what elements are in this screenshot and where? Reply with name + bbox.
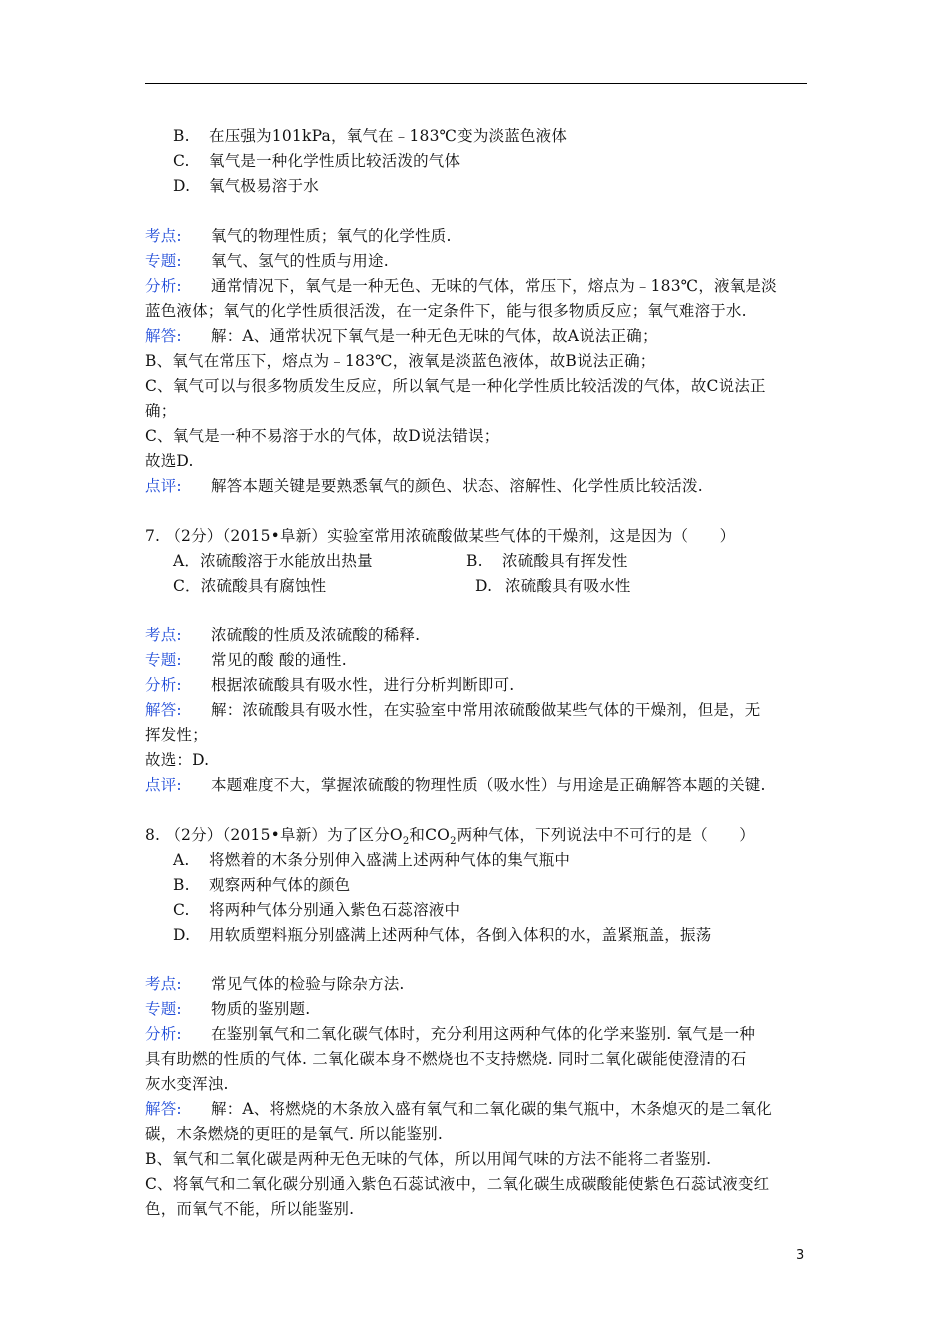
q7-option-b [466,551,628,571]
option-key: B. [173,876,190,894]
q6-zhuanti [145,251,389,271]
option-text: 浓硫酸具有挥发性 [502,552,628,570]
section-label: 解答: [145,1100,182,1118]
q8-kaodian [145,974,405,994]
q6-dianping [145,476,703,496]
option-text: 将燃着的木条分别伸入盛满上述两种气体的集气瓶中 [209,851,571,869]
section-text: 物质的鉴别题. [211,1000,311,1018]
section-label: 点评: [145,776,182,794]
option-key: D. [173,177,191,195]
q8-jieda-line3: B、氧气和二氧化碳是两种无色无味的气体，所以用闻气味的方法不能将二者鉴别. [145,1150,712,1168]
q6-jieda-line3: C、氧气可以与很多物质发生反应，所以氧气是一种化学性质比较活泼的气体，故C说法正 [145,377,766,395]
q8-jieda-line4: C、将氧气和二氧化碳分别通入紫色石蕊试液中，二氧化碳生成碳酸能使紫色石蕊试液变红 [145,1175,770,1193]
section-label: 专题: [145,651,182,669]
section-label: 分析: [145,277,182,295]
section-text: 常见气体的检验与除杂方法. [211,975,405,993]
option-key: C. [173,152,190,170]
q6-kaodian [145,226,452,246]
option-key: D. [475,577,493,595]
section-text: 解：A、通常状况下氧气是一种无色无味的气体，故A说法正确； [211,327,658,345]
q8-stem [145,825,755,852]
section-label: 点评: [145,477,182,495]
q8-option-b [173,875,350,895]
section-label: 解答: [145,701,182,719]
stem-text: 8. （2分）（2015•阜新）为了区分O [145,826,403,844]
option-text: 用软质塑料瓶分别盛满上述两种气体，各倒入体积的水，盖紧瓶盖，振荡 [209,926,712,944]
q8-fenxi-line3: 灰水变浑浊. [145,1075,229,1093]
section-label: 分析: [145,676,182,694]
q6-jieda-line4: 确； [145,402,177,420]
q7-kaodian [145,625,420,645]
q8-option-d [173,925,711,945]
section-text: 通常情况下，氧气是一种无色、无味的气体，常压下，熔点为﹣183℃，液氧是淡 [211,277,777,295]
q7-option-a: A．浓硫酸溶于水能放出热量 [173,552,373,570]
option-key: A. [173,851,190,869]
q7-stem: 7. （2分）（2015•阜新）实验室常用浓硫酸做某些气体的干燥剂，这是因为（ ） [145,527,736,545]
section-text: 常见的酸 酸的通性. [211,651,347,669]
section-text: 浓硫酸的性质及浓硫酸的稀释. [211,626,421,644]
q6-jieda [145,326,658,346]
q8-jieda-line5: 色，而氧气不能，所以能鉴别. [145,1200,355,1218]
q7-option-d [475,576,631,596]
q6-option-b [173,126,567,146]
q7-zhuanti [145,650,347,670]
section-text: 氧气、氢气的性质与用途. [211,252,389,270]
section-label: 解答: [145,327,182,345]
q7-jieda-line2: 挥发性； [145,726,208,744]
q6-jieda-line6: 故选D. [145,452,194,470]
section-text: 解答本题关键是要熟悉氧气的颜色、状态、溶解性、化学性质比较活泼. [211,477,703,495]
q8-jieda [145,1099,772,1119]
q7-jieda [145,700,761,720]
q6-jieda-line5: C、氧气是一种不易溶于水的气体，故D说法错误； [145,427,500,445]
section-text: 解：浓硫酸具有吸水性，在实验室中常用浓硫酸做某些气体的干燥剂，但是，无 [211,701,761,719]
section-label: 考点: [145,975,182,993]
stem-text: 两种气体，下列说法中不可行的是（ ） [456,826,755,844]
option-text: 将两种气体分别通入紫色石蕊溶液中 [209,901,461,919]
section-label: 考点: [145,626,182,644]
section-text: 本题难度不大，掌握浓硫酸的物理性质（吸水性）与用途是正确解答本题的关键. [211,776,766,794]
q8-fenxi-line2: 具有助燃的性质的气体. 二氧化碳本身不燃烧也不支持燃烧. 同时二氧化碳能使澄清的石 [145,1050,747,1068]
stem-text: 和CO [409,826,451,844]
q8-fenxi [145,1024,755,1044]
option-text: 氧气极易溶于水 [209,177,319,195]
option-text: 浓硫酸具有吸水性 [505,577,631,595]
q6-option-d [173,176,319,196]
section-label: 专题: [145,1000,182,1018]
q6-option-c [173,151,460,171]
option-text: 观察两种气体的颜色 [209,876,351,894]
q6-jieda-line2: B、氧气在常压下，熔点为﹣183℃，液氧是淡蓝色液体，故B说法正确； [145,352,656,370]
q8-option-a [173,850,570,870]
option-key: B. [173,127,190,145]
header-rule [145,83,807,84]
section-label: 考点: [145,227,182,245]
q6-fenxi [145,276,777,296]
section-text: 氧气的物理性质；氧气的化学性质. [211,227,452,245]
section-text: 根据浓硫酸具有吸水性，进行分析判断即可. [211,676,515,694]
section-label: 分析: [145,1025,182,1043]
section-text: 在鉴别氧气和二氧化碳气体时，充分利用这两种气体的化学来鉴别. 氧气是一种 [211,1025,756,1043]
q8-zhuanti [145,999,310,1019]
q7-option-c: C．浓硫酸具有腐蚀性 [173,577,327,595]
section-label: 专题: [145,252,182,270]
option-key: D. [173,926,191,944]
q7-jieda-line3: 故选：D. [145,751,210,769]
option-text: 在压强为101kPa，氧气在﹣183℃变为淡蓝色液体 [209,127,568,145]
q6-fenxi-line2: 蓝色液体；氧气的化学性质很活泼，在一定条件下，能与很多物质反应；氧气难溶于水. [145,302,747,320]
subscript: 2 [450,836,457,848]
option-text: 氧气是一种化学性质比较活泼的气体 [209,152,461,170]
q8-option-c [173,900,460,920]
option-key: B. [466,552,483,570]
subscript: 2 [402,836,410,848]
section-text: 解：A、将燃烧的木条放入盛有氧气和二氧化碳的集气瓶中，木条熄灭的是二氧化 [211,1100,772,1118]
q7-fenxi [145,675,514,695]
option-key: C. [173,901,190,919]
q8-jieda-line2: 碳，木条燃烧的更旺的是氧气. 所以能鉴别. [145,1125,443,1143]
q7-dianping [145,775,766,795]
page-number: 3 [796,1248,805,1263]
